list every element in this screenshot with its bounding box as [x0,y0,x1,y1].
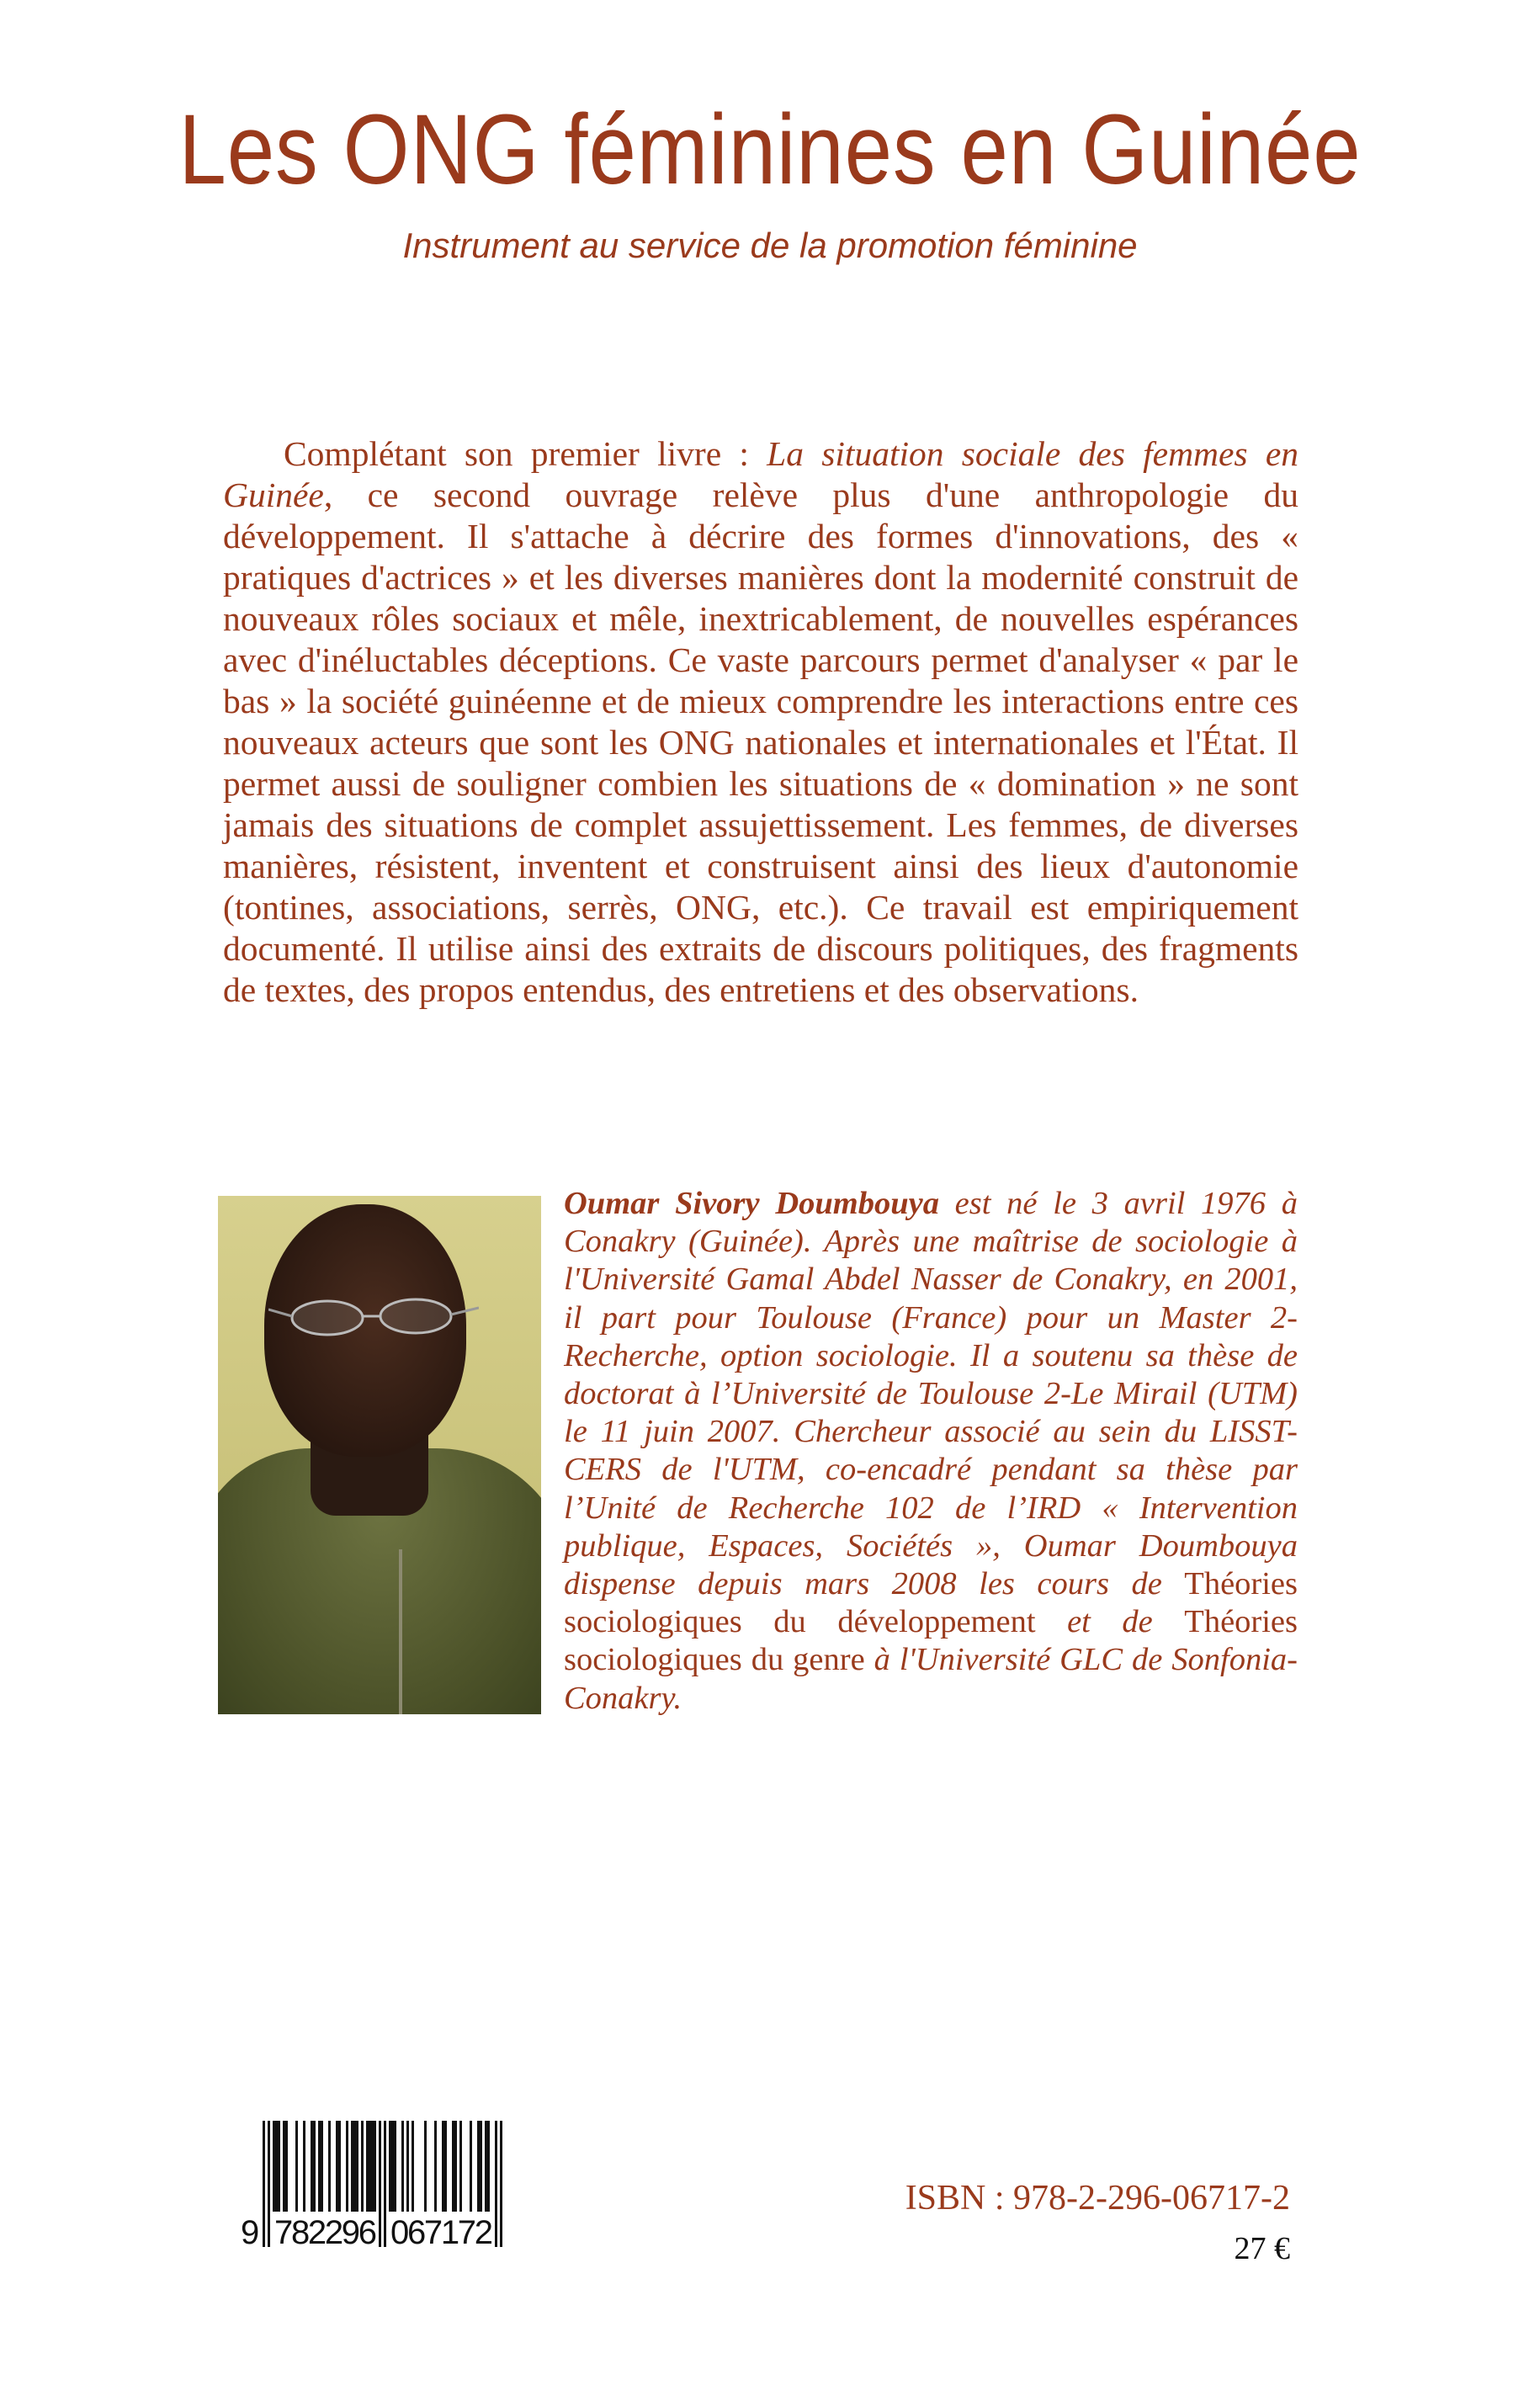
barcode-bar [278,2121,280,2212]
isbn: ISBN : 978-2-296-06717-2 [905,2179,1290,2218]
blurb-intro: Complétant son premier livre : [284,434,767,473]
barcode-graphic [241,2121,510,2247]
barcode-bar [263,2121,265,2247]
book-subtitle: Instrument au service de la promotion féminine [402,226,1138,265]
barcode-left-digits: 782296 [274,2214,377,2247]
book-title: Les ONG féminines en Guinée [178,94,1362,205]
barcode-bar [477,2121,480,2212]
barcode-bar [412,2121,414,2212]
barcode-bar [371,2121,374,2212]
barcode-bar [328,2121,331,2212]
blurb-body: , ce second ouvrage relève plus d'une anthropologie du développement. Il s'attache à décrire des formes d'innovations, des « pratiques d'actrices » et les diverses manières dont la modernité construit de nouveaux rôles sociaux et mêle, inextricablement, de nouvelles espérances avec d'inéluctables déceptions. Ce vaste parcours permet d'analyser « par le bas » la société guinéenne et de mieux comprendre les interactions entre ces nouveaux acteurs que sont les ONG nationales et internationales et l'État. Il permet aussi de souligner combien les situations de « domination » ne sont jamais des situations de complet assujettissement. Les femmes, de diverses manières, résistent, inventent et construisent ainsi des lieux d'autonomie (tontines, associations, serrès, ONG, etc.). Ce travail est empiriquement documenté. Il utilise ainsi des extraits de discours politiques, des fragments de textes, des propos entendus, des entretiens et des observations. [223,475,1298,1009]
barcode-bar [452,2121,454,2212]
back-cover-blurb [223,433,1298,1011]
barcode-bar [313,2121,316,2212]
barcode-first-digit: 9 [241,2214,260,2247]
barcode-bar [391,2121,394,2212]
barcode-bar [424,2121,427,2212]
barcode-bar [406,2121,409,2212]
barcode-bar [283,2121,285,2212]
barcode-bar [273,2121,275,2212]
barcode-bar [336,2121,338,2212]
barcode-bar [351,2121,353,2212]
barcode-bar [318,2121,321,2212]
barcode-bar [285,2121,288,2212]
barcode-bar [303,2121,305,2212]
author-photo [218,1196,541,1714]
barcode-bar [495,2121,497,2247]
course-title: Théories sociologiques du genre [564,1604,1298,1678]
barcode-bar [434,2121,437,2212]
barcode-bar [379,2121,381,2247]
barcode-bar [444,2121,447,2212]
barcode-bar [374,2121,376,2212]
barcode-bar [442,2121,444,2212]
barcode-bar [454,2121,457,2212]
bio-text: est né le 3 avril 1976 à Conakry (Guinée). Après une maîtrise de sociologie à l'Université Gamal Abdel Nasser de Conakry, en 2001, il part pour Toulouse (France) pour un Master 2-Recherche, option sociologie. Il a soutenu sa thèse de doctorat à l’Université de Toulouse 2-Le Mirail (UTM) le 11 juin 2007. Chercheur associé au sein du LISST-CERS de l'UTM, co-encadré pendant sa thèse par l’Unité de Recherche 102 de l’IRD « Intervention publique, Espaces, Sociétés », Oumar Doumbouya dispense depuis mars 2008 les cours de [564,1186,1298,1602]
barcode-bar [384,2121,386,2247]
barcode-bar [389,2121,391,2212]
barcode-bar [338,2121,341,2212]
barcode-bar [487,2121,490,2212]
barcode-bar [470,2121,472,2212]
author-bio [564,1185,1298,1718]
bio-text: et de [1035,1604,1185,1640]
barcode-bar [295,2121,298,2212]
barcode-bar [500,2121,502,2247]
barcode-bar [268,2121,270,2247]
barcode-bar [356,2121,358,2212]
barcode-bar [394,2121,396,2212]
barcode-bar [311,2121,313,2212]
course-title: Théories sociologiques du développement [564,1566,1298,1640]
barcode-bar [485,2121,487,2212]
barcode-bar [366,2121,369,2212]
barcode-bar [401,2121,404,2212]
barcode-bar [459,2121,462,2212]
barcode [241,2121,510,2247]
barcode-bar [321,2121,323,2212]
barcode-right-digits: 067172 [390,2214,493,2247]
barcode-bar [353,2121,356,2212]
barcode-bar [369,2121,371,2212]
bio-text: à l'Université GLC de Sonfonia-Conakry. [564,1642,1298,1716]
blurb-book-title: La situation sociale des femmes en Guinée [223,434,1298,514]
barcode-bar [480,2121,482,2212]
price: 27 € [1234,2231,1290,2266]
barcode-bar [275,2121,278,2212]
author-name: Oumar Sivory Doumbouya [564,1186,939,1221]
barcode-bar [361,2121,364,2212]
barcode-bar [346,2121,348,2212]
